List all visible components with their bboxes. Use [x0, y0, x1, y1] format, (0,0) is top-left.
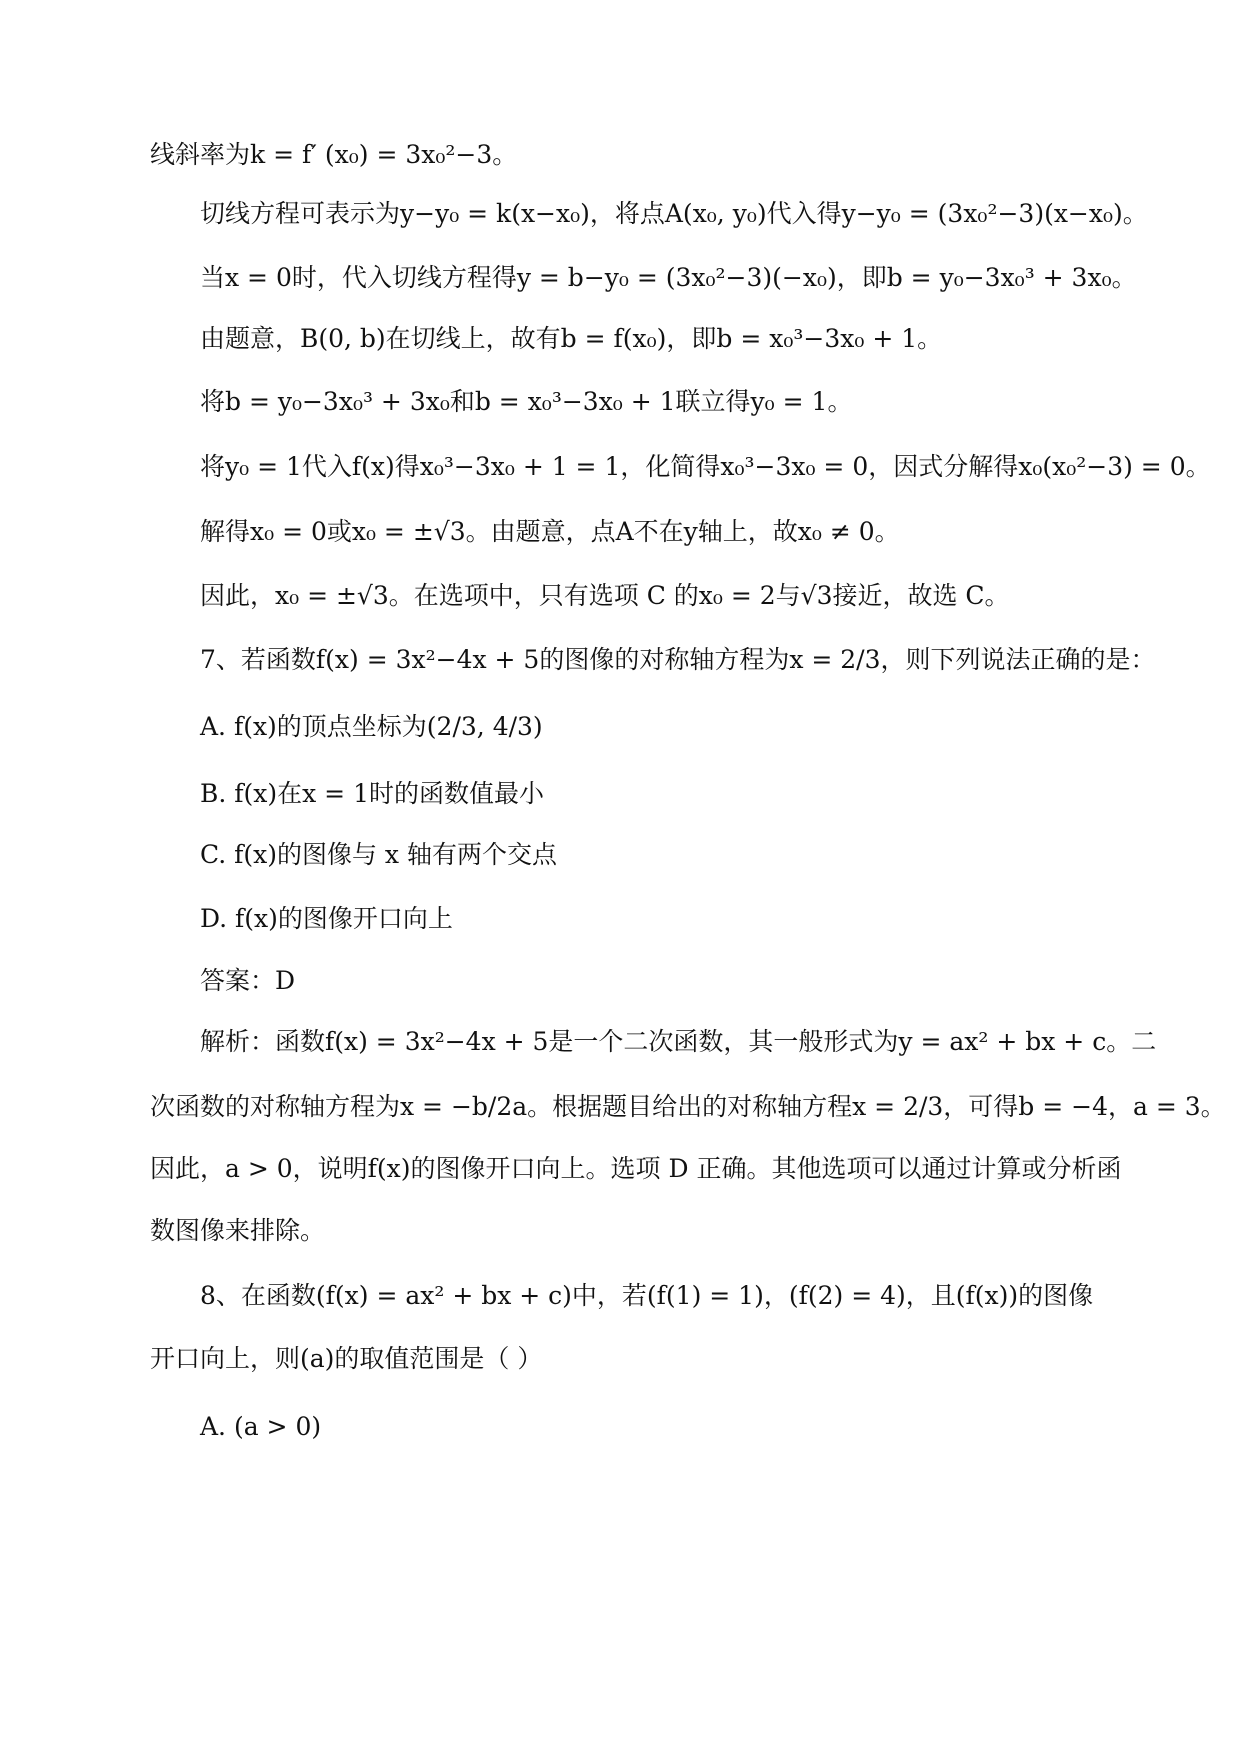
question-7: 7、若函数f(x) = 3x²−4x + 5的图像的对称轴方程为x = 2/3，则下列说法正确的是： — [200, 645, 1156, 674]
text-line-8: 因此，x₀ = ±√3。在选项中，只有选项 C 的x₀ = 2与√3接近，故选 C。 — [200, 581, 1010, 610]
text-line-2: 切线方程可表示为y−y₀ = k(x−x₀)，将点A(x₀, y₀)代入得y−y₀ = (3x₀²−3)(x−x₀)。 — [200, 199, 1148, 228]
text-line-7: 解得x₀ = 0或x₀ = ±√3。由题意，点A不在y轴上，故x₀ ≠ 0。 — [200, 517, 900, 546]
question-8: 8、在函数(f(x) = ax² + bx + c)中，若(f(1) = 1)，(f(2) = 4)，且(f(x))的图像 — [200, 1281, 1094, 1310]
option-c: C. f(x)的图像与 x 轴有两个交点 — [200, 840, 557, 869]
text-line-6: 将y₀ = 1代入f(x)得x₀³−3x₀ + 1 = 1，化简得x₀³−3x₀ = 0，因式分解得x₀(x₀²−3) = 0。 — [200, 452, 1211, 481]
text-line-5: 将b = y₀−3x₀³ + 3x₀和b = x₀³−3x₀ + 1联立得y₀ = 1。 — [200, 387, 853, 416]
text-line-4: 由题意，B(0, b)在切线上，故有b = f(x₀)，即b = x₀³−3x₀ + 1。 — [200, 324, 943, 353]
analysis-line-4: 数图像来排除。 — [150, 1216, 326, 1245]
text-line-1: 线斜率为k = f′ (x₀) = 3x₀²−3。 — [150, 140, 518, 169]
option-b: B. f(x)在x = 1时的函数值最小 — [200, 779, 544, 808]
option-d: D. f(x)的图像开口向上 — [200, 904, 453, 933]
answer: 答案：D — [200, 966, 296, 995]
analysis-line-1: 解析：函数f(x) = 3x²−4x + 5是一个二次函数，其一般形式为y = ax² + bx + c。二 — [200, 1027, 1157, 1056]
analysis-line-3: 因此，a > 0，说明f(x)的图像开口向上。选项 D 正确。其他选项可以通过计算或分析函 — [150, 1154, 1122, 1183]
question-8-cont: 开口向上，则(a)的取值范围是（ ） — [150, 1344, 543, 1373]
text-line-3: 当x = 0时，代入切线方程得y = b−y₀ = (3x₀²−3)(−x₀)，即b = y₀−3x₀³ + 3x₀。 — [200, 263, 1137, 292]
option-a: A. f(x)的顶点坐标为(2/3, 4/3) — [200, 712, 543, 741]
q8-option-a: A. (a > 0) — [200, 1412, 322, 1441]
analysis-line-2: 次函数的对称轴方程为x = −b/2a。根据题目给出的对称轴方程x = 2/3，可得b = −4，a = 3。 — [150, 1092, 1226, 1121]
